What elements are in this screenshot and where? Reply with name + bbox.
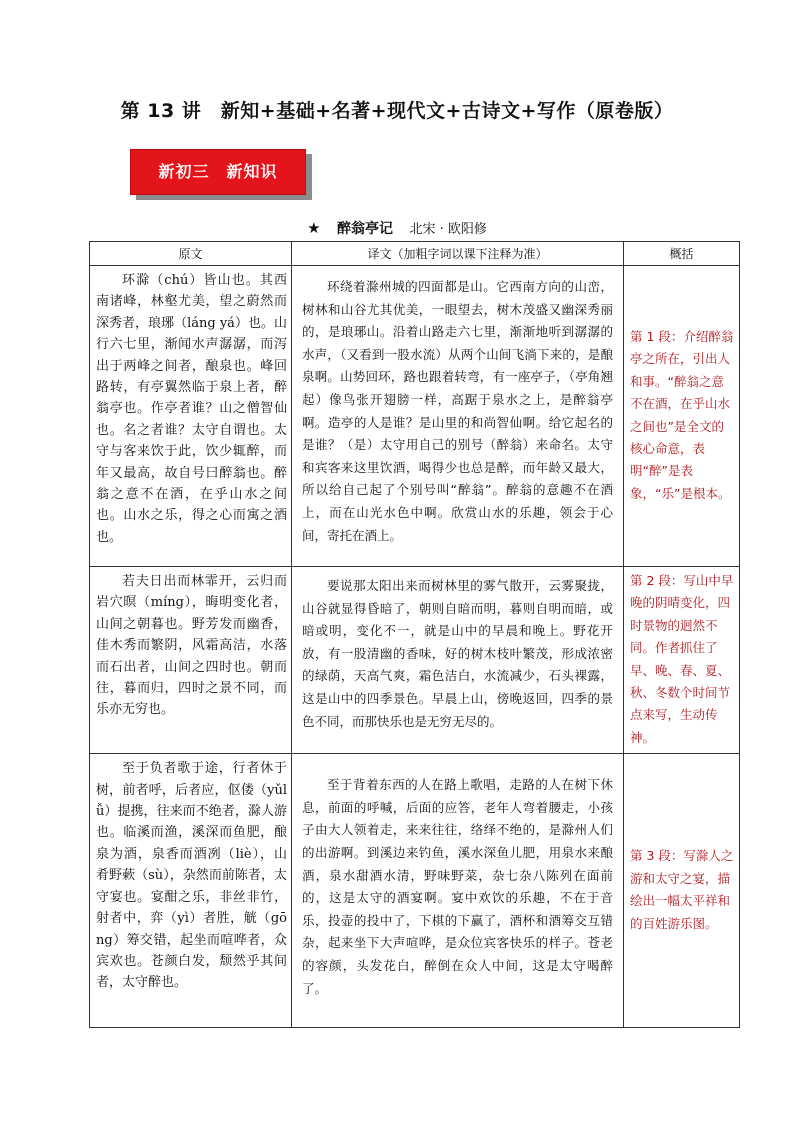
star-icon: ★	[307, 219, 321, 237]
original-cell	[90, 567, 292, 754]
header-translation: 译文（加粗字词以课下注释为准）	[292, 242, 624, 266]
translation-text: 至于背着东西的人在路上歌唱，走路的人在树下休息，前面的呼喊，后面的应答，老年人弯着腰走，小孩子由大人领着走，来来往往，络绎不绝的，是滁州人们的出游啊。到溪边来钓鱼，溪水深鱼儿肥，用泉水来酿酒，泉水甜酒水清，野味野菜，杂七杂八陈列在面前的，这是太守的酒宴啊。宴中欢饮的乐趣，不在于音乐，投壶的投中了，下棋的下赢了，酒杯和酒筹交互错杂，起来坐下大声喧哗，是众位宾客快乐的样子。苍老的容颜，头发花白，醉倒在众人中间，这是太守喝醉了。	[302, 777, 613, 996]
text-author: 北宋 · 欧阳修	[409, 222, 487, 237]
table-header-row	[90, 242, 740, 266]
summary-text: 第 2 段：写山中早晚的阴晴变化，四时景物的迥然不同。作者抓住了早、晚、春、夏、秋、冬数个时间节点来写，生动传神。	[630, 573, 734, 745]
original-text: 若夫日出而林霏开，云归而岩穴暝（míng），晦明变化者，山间之朝暮也。野芳发而幽香，佳木秀而繁阴，风霜高洁，水落而石出者，山间之四时也。朝而往，暮而归，四时之景不同，而乐亦无穷也。	[96, 574, 287, 718]
translation-table	[89, 241, 740, 1028]
table-row	[90, 266, 740, 567]
summary-cell	[624, 754, 740, 1028]
original-text: 至于负者歌于途，行者休于树，前者呼，后者应，伛偻（yǔlǚ）提携，往来而不绝者，滁人游也。临溪而渔，溪深而鱼肥，酿泉为酒，泉香而酒冽（liè），山肴野蔌（sù），杂然而前陈者，太守宴也。宴酣之乐，非丝非竹，射者中，弈（yì）者胜，觥（gōng）筹交错，起坐而喧哗者，众宾欢也。苍颜白发，颓然乎其间者，太守醉也。	[96, 761, 287, 991]
section-banner	[128, 146, 318, 204]
summary-cell	[624, 567, 740, 754]
original-cell	[90, 266, 292, 567]
original-cell	[90, 754, 292, 1028]
table-row	[90, 567, 740, 754]
header-summary: 概括	[624, 242, 740, 266]
translation-text: 要说那太阳出来而树林里的雾气散开，云雾聚拢，山谷就显得昏暗了，朝则自暗而明，暮则自明而暗，或暗或明，变化不一，就是山中的早晨和晚上。野花开放，有一股清幽的香味，好的树木枝叶繁茂，形成浓密的绿荫，天高气爽，霜色洁白，水流减少，石头裸露，这是山中的四季景色。早晨上山，傍晚返回，四季的景色不同，而那快乐也是无穷无尽的。	[302, 578, 613, 729]
table-row	[90, 754, 740, 1028]
banner-label: 新初三 新知识	[130, 149, 306, 195]
original-text: 环滁（chú）皆山也。其西南诸峰，林壑尤美，望之蔚然而深秀者，琅琊（láng yá）也。山行六七里，渐闻水声潺潺，而泻出于两峰之间者，酿泉也。峰回路转，有亭翼然临于泉上者，醉翁亭也。作亭者谁？山之僧智仙也。名之者谁？太守自谓也。太守与客来饮于此，饮少辄醉，而年又最高，故自号曰醉翁也。醉翁之意不在酒，在乎山水之间也。山水之乐，得之心而寓之酒也。	[96, 273, 287, 545]
translation-cell	[292, 567, 624, 754]
translation-text: 环绕着滁州城的四面都是山。它西南方向的山峦，树林和山谷尤其优美，一眼望去，树木茂盛又幽深秀丽的，是琅琊山。沿着山路走六七里，渐渐地听到潺潺的水声，（又看到一股水流）从两个山间飞淌下来的，是酿泉啊。山势回环，路也跟着转弯，有一座亭子，（亭角翘起）像鸟张开翅膀一样，高踞于泉水之上，是醉翁亭啊。造亭的人是谁？是山里的和尚智仙啊。给它起名的是谁？（是）太守用自己的别号（醉翁）来命名。太守和宾客来这里饮酒，喝得少也总是醉，而年龄又最大，所以给自己起了个别号叫“醉翁”。醉翁的意趣不在酒上，而在山光水色中啊。欣赏山水的乐趣，领会于心间，寄托在酒上。	[302, 279, 613, 543]
summary-cell	[624, 266, 740, 567]
header-original: 原文	[90, 242, 292, 266]
text-name: 醉翁亭记	[337, 221, 394, 237]
document-title: 第 13 讲 新知+基础+名著+现代文+古诗文+写作（原卷版）	[120, 100, 674, 122]
translation-cell	[292, 266, 624, 567]
summary-text: 第 1 段：介绍醉翁亭之所在，引出人和事。“醉翁之意不在酒，在乎山水之间也”是全文的核心命意，表明“醉”是表象，“乐”是根本。	[630, 328, 734, 501]
translation-cell	[292, 754, 624, 1028]
text-heading	[0, 218, 794, 238]
summary-text: 第 3 段：写滁人之游和太守之宴，描绘出一幅太平祥和的百姓游乐图。	[630, 848, 734, 931]
